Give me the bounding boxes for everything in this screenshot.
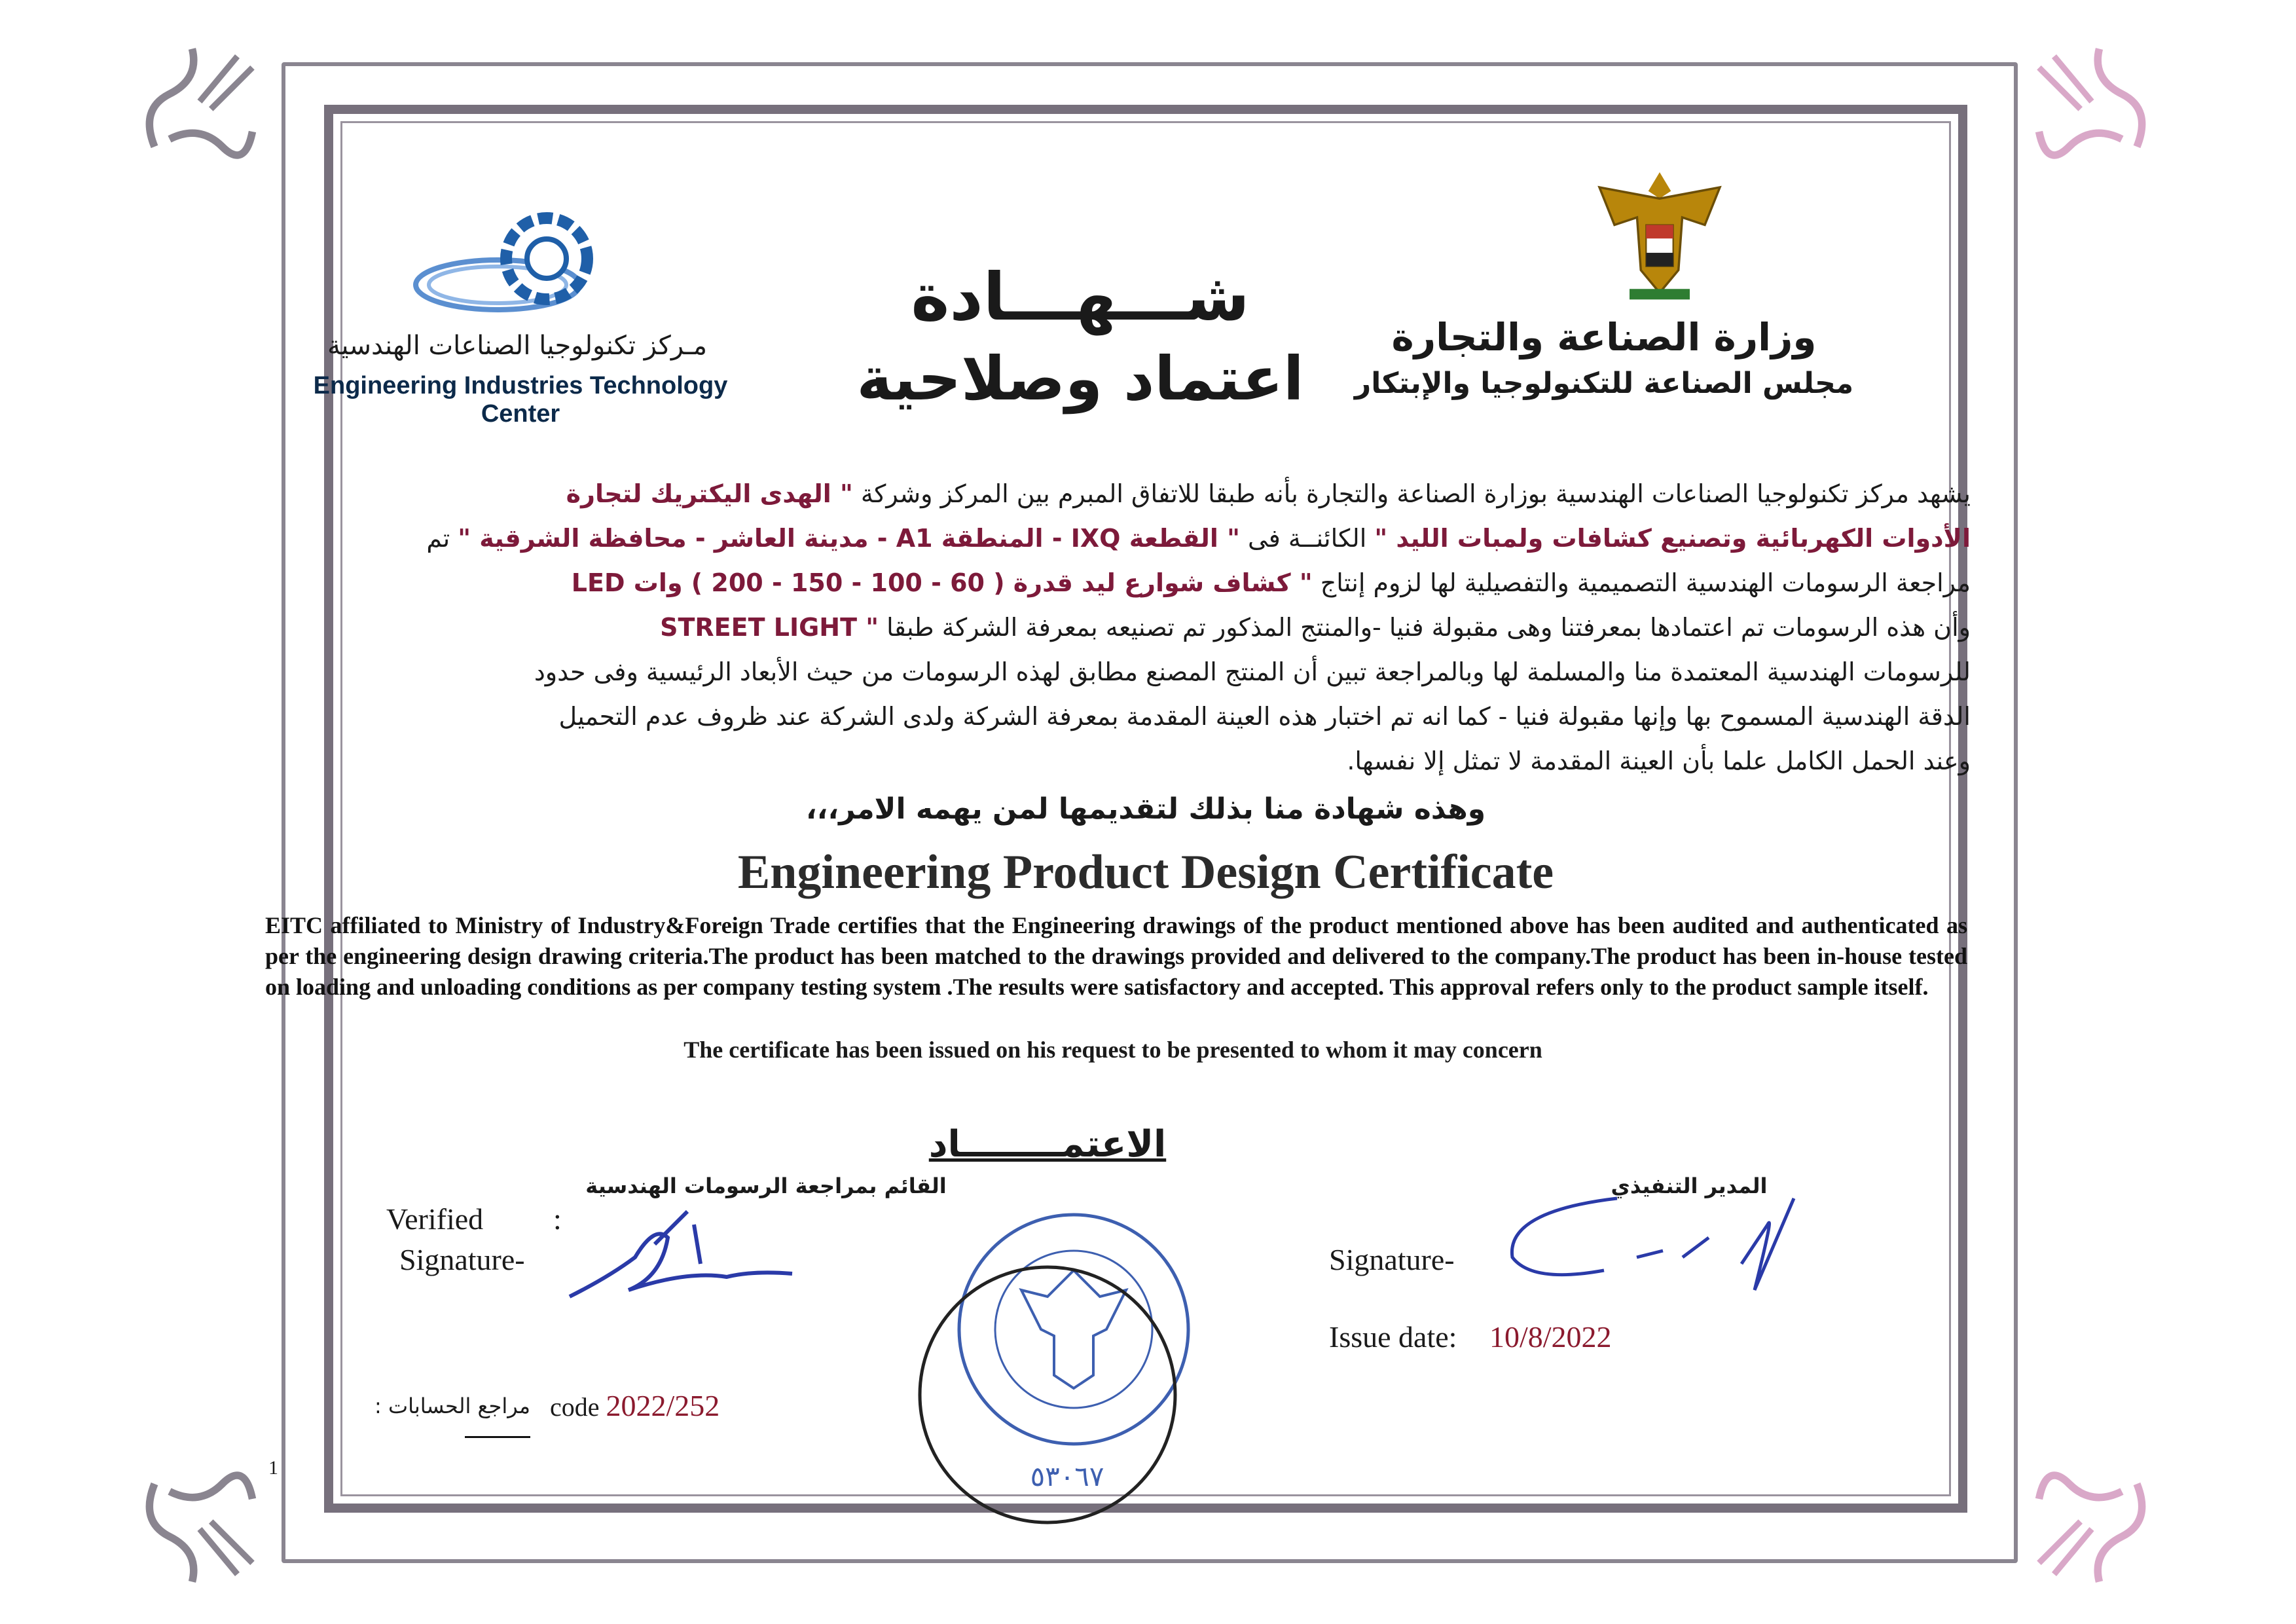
certificate-title-ar: شـــهـــادة [911, 259, 1250, 335]
issue-date-label: Issue date: [1329, 1320, 1457, 1354]
corner-ornament-bottom-right [2016, 1454, 2167, 1604]
arabic-body [262, 471, 1971, 783]
english-title: Engineering Product Design Certificate [737, 845, 1554, 899]
english-closing: The certificate has been issued on his request to be presented to whom it may concern [683, 1037, 1542, 1063]
approval-heading: الاعتمــــــــاد [928, 1123, 1167, 1166]
center-name-en: Engineering Industries Technology Center [313, 372, 728, 428]
stamp-number: ٥٣٠٦٧ [1030, 1460, 1104, 1492]
arabic-line-4: STREET LIGHT " وأن هذه الرسومات تم اعتمادها بمعرفتنا وهى مقبولة فنيا -والمنتج المذكور تم تصنيعه بمعرفة الشركة طبقا [660, 613, 1971, 642]
reviewer-signature [556, 1198, 818, 1316]
corner-ornament-bottom-left [124, 1454, 275, 1604]
signature-right-label: Signature- [1329, 1243, 1455, 1276]
director-signature [1493, 1185, 1846, 1316]
verified-colon: : [553, 1202, 562, 1236]
arabic-line-3: مراجعة الرسومات الهندسية التصميمية والتفصيلية لها لزوم إنتاج " كشاف شوارع ليد قدرة ( 60 - 100 - 150 - 200 ) وات LED [571, 568, 1971, 597]
english-paragraph: EITC affiliated to Ministry of Industry&Foreign Trade certifies that the Engineering drawings of the product mentioned above has been audited and authenticated as per the engineering design drawing criteria.The product has been matched to the drawings provided and delivered to the company.The product has been in-house tested on loading and unloading conditions as per company testing system .The results were satisfactory and accepted. This approval refers only to the product sample itself. [265, 912, 1967, 1000]
arabic-closing: وهذه شهادة منا بذلك لتقديمها لمن يهمه الامر،،، [805, 792, 1486, 826]
accounts-reviewer-label: مراجع الحسابات : [314, 1393, 530, 1443]
signature-left-label: Signature- [399, 1243, 525, 1276]
corner-ornament-top-left [124, 26, 275, 177]
ministry-name: وزارة الصناعة والتجارة [1391, 315, 1817, 360]
eitc-logo [406, 196, 642, 347]
council-name: مجلس الصناعة للتكنولوجيا والإبتكار [1354, 367, 1854, 400]
arabic-line-5: للرسومات الهندسية المعتمدة منا والمسلمة لها وبالمراجعة تبين أن المنتج المصنع مطابق لهذه الرسومات من حيث الأبعاد الرئيسية وفى حدود [534, 657, 1971, 686]
corner-ornament-top-right [2016, 26, 2167, 177]
page-number: 1 [268, 1457, 278, 1479]
arabic-line-1: يشهد مركز تكنولوجيا الصناعات الهندسية بوزارة الصناعة والتجارة بأنه طبقا للاتفاق المبرم بين المركز وشركة " الهدى اليكتريك لتجارة [566, 479, 1971, 508]
center-name-ar: مـركز تكنولوجيا الصناعات الهندسية [327, 331, 708, 361]
certificate-subtitle-ar: اعتماد وصلاحية [856, 344, 1304, 414]
arabic-line-7: وعند الحمل الكامل علما بأن العينة المقدمة لا تمثل إلا نفسها. [1347, 747, 1971, 775]
issue-date-value: 10/8/2022 [1489, 1320, 1612, 1354]
reviewer-title: القائم بمراجعة الرسومات الهندسية [585, 1173, 947, 1198]
arabic-line-2: الأدوات الكهربائية وتصنيع كشافات ولمبات الليد " الكائنــة فى " القطعة IXQ - المنطقة A1 - مدينة العاشر - محافظة الشرقية " تم [426, 524, 1971, 553]
code-field: code 2022/252 [550, 1389, 720, 1422]
egypt-eagle-emblem [1584, 157, 1735, 308]
verified-label: Verified [386, 1202, 484, 1236]
director-title: المدير التنفيذي [1611, 1173, 1768, 1198]
arabic-line-6: الدقة الهندسية المسموح بها وإنها مقبولة فنيا - كما انه تم اختبار هذه العينة المقدمة بمعرفة الشركة ولدى الشركة عند ظروف عدم التحميل [558, 702, 1971, 731]
